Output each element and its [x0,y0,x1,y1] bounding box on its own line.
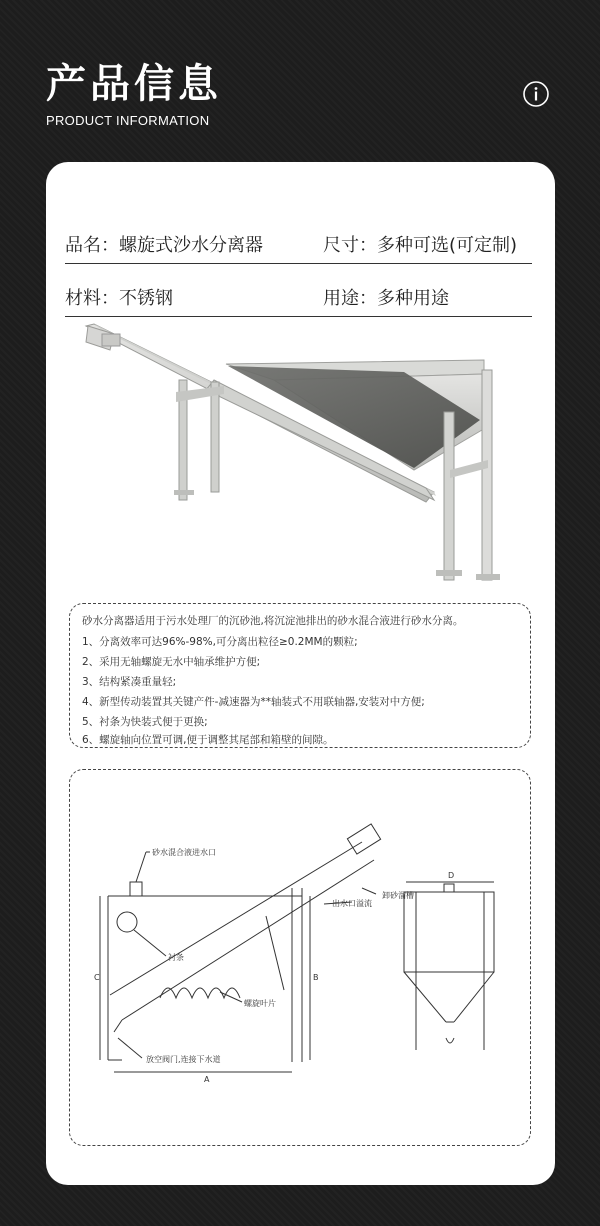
description-intro: 砂水分离器适用于污水处理厂的沉砂池,将沉淀池排出的砂水混合液进行砂水分离。 [82,615,464,627]
technical-drawing [70,770,530,1145]
spec-row-material-usage [65,275,532,317]
dimension-b-label: B [313,973,319,982]
feature-item: 2、采用无轴螺旋无水中轴承维护方便; [82,656,261,668]
label-inlet: 砂水混合液进水口 [152,848,216,857]
label-lining: 衬条 [168,953,184,962]
dimension-c-label: C [94,973,100,982]
label-spiral: 螺旋叶片 [244,999,276,1008]
dimension-a-label: A [204,1075,210,1084]
feature-description-box [69,603,531,748]
technical-drawing-box [69,769,531,1146]
spec-usage: 用途：多种用途 [323,288,449,309]
feature-item: 4、新型传动装置其关键产件-减速器为**轴装式不用联轴器,安装对中方便; [82,696,425,708]
page-title: 产品信息 [46,60,222,107]
spec-row-name-size [65,223,532,264]
dimension-d-label: D [448,871,455,880]
feature-item: 1、分离效率可达96%-98%,可分离出粒径≥0.2MM的颗粒; [82,636,358,648]
spec-material: 材料：不锈钢 [65,288,173,309]
info-circle-icon[interactable] [523,81,549,107]
spec-size: 尺寸：多种可选(可定制) [323,235,518,256]
label-drain: 放空阀门,连接下水道 [146,1055,221,1064]
label-discharge: 卸砂溜槽 [382,891,414,900]
feature-item: 6、螺旋轴向位置可调,便于调整其尾部和箱壁的间隙。 [82,734,334,746]
label-overflow: 出水口溢流 [332,899,372,908]
page-subtitle: PRODUCT INFORMATION [46,113,210,128]
feature-item: 5、衬条为快装式便于更换; [82,716,208,728]
product-card [46,162,555,1185]
product-photo [84,320,504,592]
feature-item: 3、结构紧凑重量轻; [82,676,177,688]
spec-product-name: 品名：螺旋式沙水分离器 [65,235,263,256]
